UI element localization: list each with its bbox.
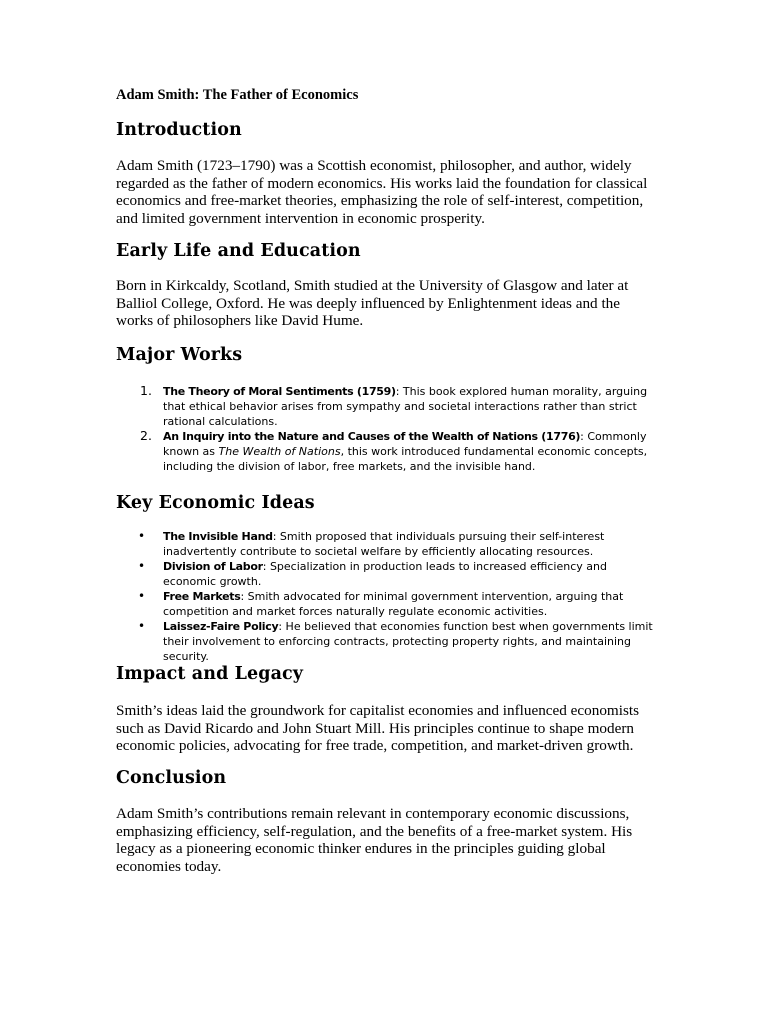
list-item (116, 429, 656, 474)
idea-description: : Specialization in production leads to increased efficiency and economic growth. (163, 560, 607, 588)
heading-conclusion: Conclusion (116, 768, 227, 788)
heading-key-ideas: Key Economic Ideas (116, 493, 315, 513)
paragraph-conclusion: Adam Smith’s contributions remain relevant in contemporary economic discussions, emphasizing efficiency, self-regulation, and the benefits of a free-market system. His legacy as a pioneering economic thinker endures in the principles guiding global economies today. (116, 805, 633, 875)
idea-term: Free Markets (163, 590, 241, 603)
work-description: : Commonly known as (163, 430, 647, 458)
document-title: Adam Smith: The Father of Economics (116, 87, 359, 103)
work-short-title: The Wealth of Nations (218, 445, 341, 458)
list-item (116, 619, 656, 664)
major-works-list (116, 384, 656, 474)
bullet-icon: • (138, 529, 146, 543)
work-description-cont: , this work introduced fundamental economic concepts, including the division of labor, free markets, and the invisible hand. (163, 445, 648, 473)
list-item (116, 384, 656, 429)
work-title: An Inquiry into the Nature and Causes of the Wealth of Nations (1776) (163, 430, 581, 443)
bullet-icon: • (138, 589, 146, 603)
list-number: 2. (140, 428, 152, 443)
idea-description: : He believed that economies function best when governments limit their involvement to enforcing contracts, protecting property rights, and maintaining security. (163, 620, 653, 663)
heading-early-life: Early Life and Education (116, 241, 361, 261)
list-item (116, 589, 656, 619)
list-item (116, 529, 656, 559)
list-number: 1. (140, 383, 152, 398)
heading-introduction: Introduction (116, 120, 242, 140)
work-description: : This book explored human morality, arguing that ethical behavior arises from sympathy and societal interactions rather than strict rational calculations. (163, 385, 648, 428)
work-title: The Theory of Moral Sentiments (1759) (163, 385, 396, 398)
idea-description: : Smith advocated for minimal government intervention, arguing that competition and market forces naturally regulate economic activities. (163, 590, 624, 618)
list-item (116, 559, 656, 589)
paragraph-introduction: Adam Smith (1723–1790) was a Scottish economist, philosopher, and author, widely regarded as the father of modern economics. His works laid the foundation for classical economics and free-market theories, emphasizing the role of self-interest, competition, and limited government intervention in economic prosperity. (116, 157, 648, 227)
heading-impact: Impact and Legacy (116, 664, 304, 684)
paragraph-early-life: Born in Kirkcaldy, Scotland, Smith studied at the University of Glasgow and later at Balliol College, Oxford. He was deeply influenced by Enlightenment ideas and the works of philosophers like David Hume. (116, 277, 629, 330)
bullet-icon: • (138, 619, 146, 633)
heading-major-works: Major Works (116, 345, 243, 365)
paragraph-impact: Smith’s ideas laid the groundwork for capitalist economies and influenced economists such as David Ricardo and John Stuart Mill. His principles continue to shape modern economic policies, advocating for free trade, competition, and market-driven growth. (116, 702, 640, 755)
idea-description: : Smith proposed that individuals pursuing their self-interest inadvertently contribute to societal welfare by efficiently allocating resources. (163, 530, 605, 558)
bullet-icon: • (138, 559, 146, 573)
idea-term: The Invisible Hand (163, 530, 273, 543)
idea-term: Division of Labor (163, 560, 263, 573)
idea-term: Laissez-Faire Policy (163, 620, 279, 633)
key-ideas-list (116, 529, 656, 664)
